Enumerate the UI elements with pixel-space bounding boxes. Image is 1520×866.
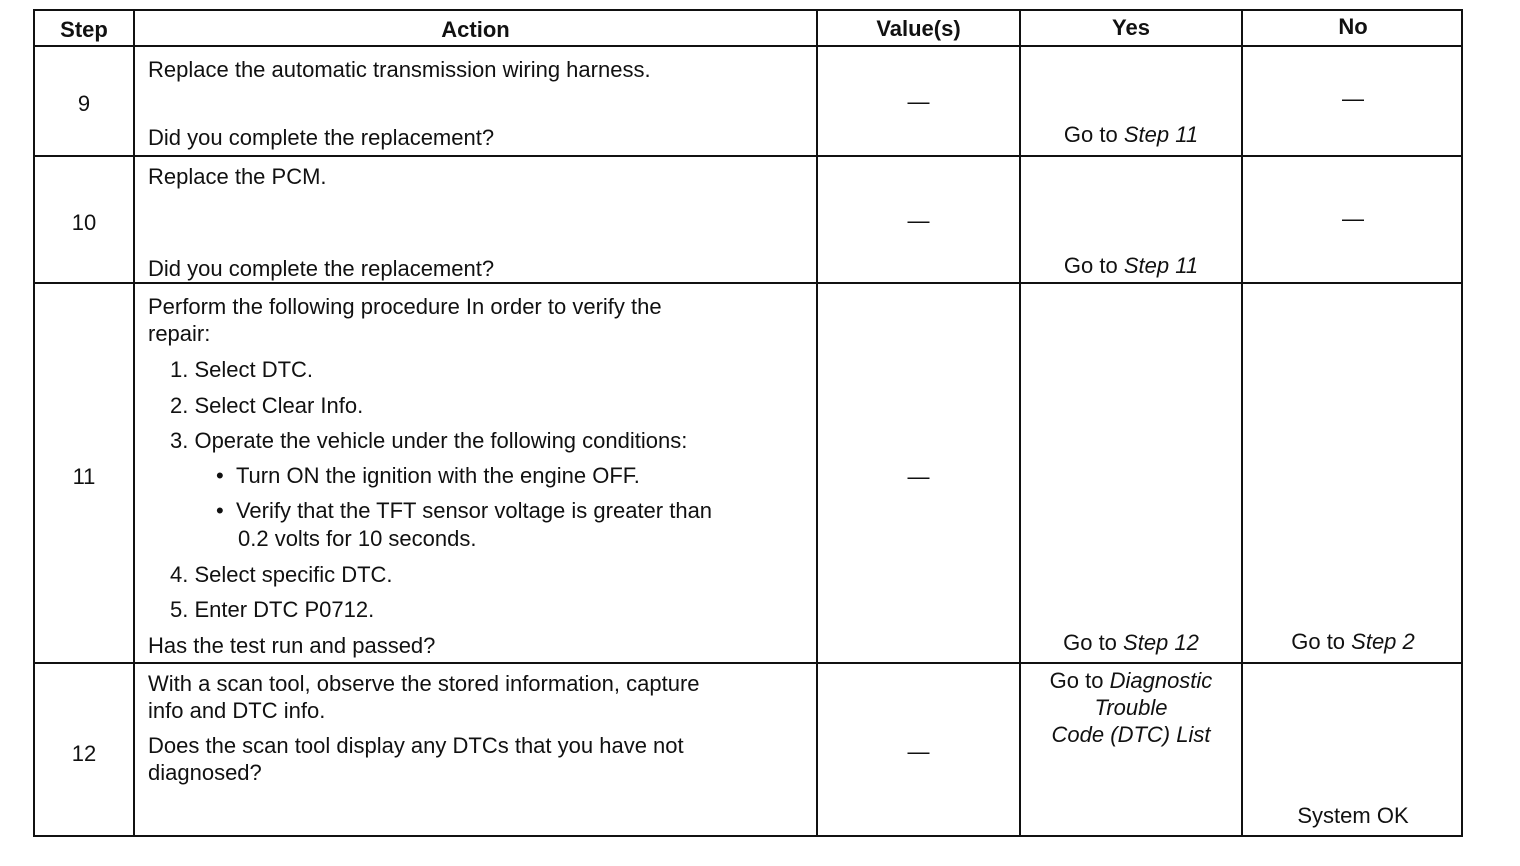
row-divider: [35, 155, 1461, 157]
step-number: 9: [77, 91, 91, 116]
action-text: info and DTC info.: [148, 698, 326, 723]
list-item: 1. Select DTC.: [170, 357, 314, 382]
dtc-list-link[interactable]: Diagnostic: [1109, 668, 1213, 693]
value-dash: —: [907, 89, 930, 114]
action-text: With a scan tool, observe the stored information, capture: [148, 671, 700, 696]
diagnostic-table: [33, 9, 1463, 837]
action-question: Does the scan tool display any DTCs that you have not: [148, 733, 684, 758]
list-item: 5. Enter DTC P0712.: [170, 597, 375, 622]
step-number: 12: [71, 741, 97, 766]
step-link[interactable]: Step 12: [1123, 630, 1199, 655]
action-text: Perform the following procedure In order to verify the: [148, 294, 662, 319]
bullet-continuation: 0.2 volts for 10 seconds.: [238, 526, 477, 551]
dtc-list-link-line2[interactable]: Trouble: [1094, 695, 1168, 720]
step-link[interactable]: Step 11: [1123, 122, 1199, 147]
goto-prefix: Go to: [1049, 668, 1110, 693]
step-link[interactable]: Step 2: [1351, 629, 1415, 654]
no-dash: —: [1342, 206, 1364, 231]
action-text: repair:: [148, 321, 211, 346]
column-divider: [1241, 11, 1243, 835]
bullet-item: • Turn ON the ignition with the engine OFF.: [216, 463, 640, 488]
yes-goto[interactable]: [1021, 252, 1241, 280]
header-values: Value(s): [876, 16, 961, 41]
step-number: 10: [71, 210, 97, 235]
column-divider: [133, 11, 135, 835]
yes-goto[interactable]: [1021, 667, 1241, 695]
header-yes: Yes: [1112, 15, 1150, 40]
action-question: Has the test run and passed?: [148, 633, 436, 658]
action-question: diagnosed?: [148, 760, 262, 785]
list-item: 2. Select Clear Info.: [170, 393, 364, 418]
header-divider: [35, 45, 1461, 47]
system-ok: System OK: [1297, 803, 1409, 828]
header-action: Action: [441, 17, 510, 42]
header-step: Step: [60, 17, 108, 42]
value-dash: —: [907, 464, 930, 489]
header-no: No: [1338, 14, 1368, 39]
no-dash: —: [1342, 86, 1364, 111]
action-question: Did you complete the replacement?: [148, 256, 495, 281]
value-dash: —: [907, 739, 930, 764]
action-text: Replace the PCM.: [148, 164, 327, 189]
goto-prefix: Go to: [1063, 122, 1124, 147]
column-divider: [816, 11, 818, 835]
action-question: Did you complete the replacement?: [148, 125, 495, 150]
action-text: Replace the automatic transmission wiring harness.: [148, 57, 651, 82]
list-item: 4. Select specific DTC.: [170, 562, 393, 587]
step-link[interactable]: Step 11: [1123, 253, 1199, 278]
no-goto[interactable]: [1243, 628, 1463, 656]
yes-goto[interactable]: [1021, 121, 1241, 149]
goto-prefix: Go to: [1063, 253, 1124, 278]
yes-goto[interactable]: [1021, 629, 1241, 657]
step-number: 11: [72, 464, 96, 489]
row-divider: [35, 662, 1461, 664]
value-dash: —: [907, 208, 930, 233]
bullet-item: • Verify that the TFT sensor voltage is greater than: [216, 498, 713, 523]
list-item: 3. Operate the vehicle under the following conditions:: [170, 428, 688, 453]
goto-prefix: Go to: [1291, 629, 1352, 654]
goto-prefix: Go to: [1063, 630, 1124, 655]
dtc-list-link-line3[interactable]: Code (DTC) List: [1051, 722, 1211, 747]
